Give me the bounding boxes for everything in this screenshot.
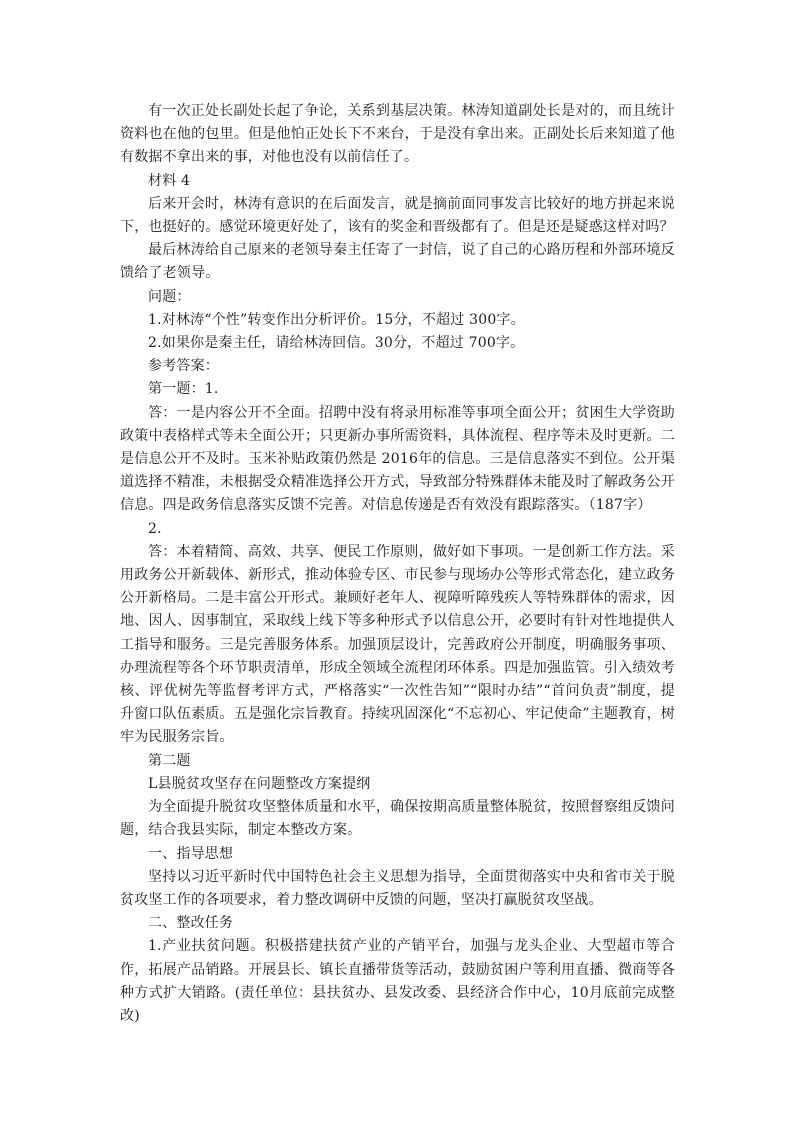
subsection-heading: 二、整改任务 <box>148 915 234 932</box>
answers-heading: 参考答案： <box>148 358 219 375</box>
question-item: 1.对林涛“个性”转变作出分析评价。15分，不超过 300字。 <box>148 311 525 328</box>
paragraph: 有一次正处长副处长起了争论，关系到基层决策。林涛知道副处长是对的，而且统计资料也在他的包里。但是他怕正处长下不来台，于是没有拿出来。正副处长后来知道了他有数据不拿出来的事，对他也没有以前信任了。 <box>120 103 675 166</box>
answer-paragraph: 答：一是内容公开不全面。招聘中没有将录用标准等事项全面公开；贫困生大学资助政策中表格样式等未全面公开；只更新办事所需资料，具体流程、程序等未及时更新。二是信息公开不及时。玉米补贴政策仍然是 2016年的信息。三是信息落实不到位。公开渠道选择不精准，未根据受众精准选择公开方式，导致部分特殊群体未能及时了解政务公开信息。四是政务信息落实反馈不完善。对信息传递是否有效没有跟踪落实。（187字） <box>120 404 675 514</box>
paragraph: 坚持以习近平新时代中国特色社会主义思想为指导，全面贯彻落实中央和省市关于脱贫攻坚工作的各项要求，着力整改调研中反馈的问题，坚决打赢脱贫攻坚战。 <box>120 868 675 908</box>
paragraph: 最后林涛给自己原来的老领导秦主任寄了一封信，说了自己的心路历程和外部环境反馈给了老领导。 <box>120 242 675 282</box>
subsection-heading: 一、指导思想 <box>148 845 234 862</box>
questions-heading: 问题： <box>148 288 191 305</box>
section-heading: 第二题 <box>148 752 191 769</box>
answer-paragraph: 答：本着精简、高效、共享、便民工作原则，做好如下事项。一是创新工作方法。采用政务公开新载体、新形式，推动体验专区、市民参与现场办公等形式常态化，建立政务公开新格局。二是丰富公开形式。兼顾好老年人、视障听障残疾人等特殊群体的需求，因地、因人、因事制宜，采取线上线下等多种形式予以信息公开，必要时有针对性地提供人工指导和服务。三是完善服务体系。加强顶层设计，完善政府公开制度，明确服务事项、办理流程等各个环节职责清单，形成全领域全流程闭环体系。四是加强监管。引入绩效考核、评优树先等监督考评方式，严格落实“一次性告知”“限时办结”“首问负责”制度，提升窗口队伍素质。五是强化宗旨教育。持续巩固深化“不忘初心、牢记使命”主题教育，树牢为民服务宗旨。 <box>120 543 675 746</box>
paragraph: 为全面提升脱贫攻坚整体质量和水平，确保按期高质量整体脱贫，按照督察组反馈问题，结合我县实际，制定本整改方案。 <box>120 799 675 839</box>
document-body <box>120 100 675 1028</box>
answer-heading: 第一题：1. <box>148 381 219 398</box>
answer-heading: 2. <box>148 520 162 537</box>
material-heading: 材料 4 <box>148 172 191 189</box>
question-item: 2.如果你是秦主任，请给林涛回信。30分，不超过 700字。 <box>148 335 525 352</box>
paragraph: 1.产业扶贫问题。积极搭建扶贫产业的产销平台，加强与龙头企业、大型超市等合作，拓展产品销路。开展县长、镇长直播带货等活动，鼓励贫困户等利用直播、微商等各种方式扩大销路。(责任单位：县扶贫办、县发改委、县经济合作中心，10月底前完成整改) <box>120 938 675 1024</box>
paragraph: 后来开会时，林涛有意识的在后面发言，就是摘前面同事发言比较好的地方拼起来说下，也挺好的。感觉环境更好处了，该有的奖金和晋级都有了。但是还是疑惑这样对吗？ <box>120 195 675 236</box>
plan-title: L县脱贫攻坚存在问题整改方案提纲 <box>148 775 371 792</box>
